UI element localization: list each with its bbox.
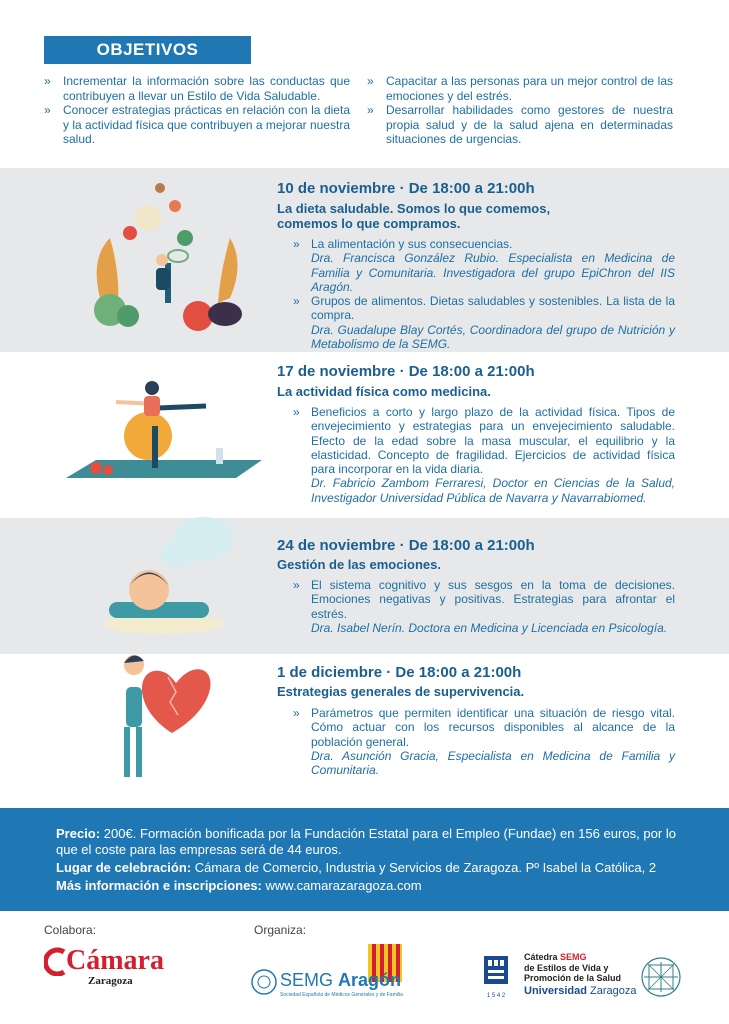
heart-illustration <box>118 647 226 781</box>
session-item-text: El sistema cognitivo y sus sesgos en la toma de decisiones. Emociones negativas y positivas. Estrategias para afrontar el estrés. <box>311 578 675 621</box>
session-date: 24 de noviembre <box>277 537 396 554</box>
session-item <box>277 405 675 505</box>
camara-word: Cámara <box>66 945 164 976</box>
session-3-title: Gestión de las emociones. <box>277 557 441 572</box>
price-text: 200€. Formación bonificada por la Fundación Estatal para el Empleo (Fundae) en 156 euros, por lo que el coste para las empresas será de 44 euros. <box>56 826 676 857</box>
price-line <box>56 826 676 858</box>
venue-text: Cámara de Comercio, Industria y Servicios de Zaragoza. Pº Isabel la Católica, 2 <box>194 860 657 875</box>
objetivos-title: OBJETIVOS <box>44 36 251 64</box>
camara-c-icon <box>44 946 66 976</box>
more-info-line <box>56 878 676 894</box>
objetivos-left-column <box>44 74 350 147</box>
semg-tagline: Sociedad Española de Médicos Generales y de Familia <box>280 992 403 998</box>
session-2-title: La actividad física como medicina. <box>277 384 491 399</box>
session-4-list <box>277 706 675 777</box>
session-date: 1 de diciembre <box>277 664 383 681</box>
session-date: 10 de noviembre <box>277 180 396 197</box>
universidad-zaragoza-logo <box>482 952 510 999</box>
session-2-list <box>277 405 675 505</box>
session-time: · De 18:00 a 21:00h <box>399 180 535 197</box>
catedra-line-3: Promoción de la Salud <box>524 973 622 983</box>
emotions-illustration <box>104 514 234 636</box>
website-link[interactable]: www.camarazaragoza.com <box>265 878 422 893</box>
objetivo-item: » Conocer estrategias prácticas en relación con la dieta y la actividad física que contribuyen a mejorar nuestra salud. <box>44 103 350 147</box>
semg-word: SEMG <box>280 970 334 990</box>
camara-city: Zaragoza <box>88 975 133 987</box>
university-word: Universidad <box>524 984 587 997</box>
session-item-text: Beneficios a corto y largo plazo de la actividad física. Tipos de envejecimiento y estrategias para un envejecimiento saludable. Efecto de la edad sobre la masa muscular, el equilibrio y la elasticidad. Concepto de fragilidad. Ejercicios de actividad física para incorporar en la vida diaria. <box>311 405 675 477</box>
session-1-title: La dieta saludable. Somos lo que comemos, comemos lo que compramos. <box>277 201 551 231</box>
exercise-illustration <box>66 378 262 480</box>
session-item-author: Dra. Asunción Gracia, Especialista en Medicina de Familia y Comunitaria. <box>311 748 675 778</box>
session-3-list <box>277 578 675 635</box>
objetivo-item: » Desarrollar habilidades como gestores de nuestra propia salud y de la salud ajena en determinadas situaciones de urgencias. <box>367 103 673 147</box>
session-item-author: Dra. Francisca González Rubio. Especialista en Medicina de Familia y Comunitaria. Investigadora del grupo EpiChron del IIS Aragón. <box>311 251 675 294</box>
session-item <box>277 706 675 777</box>
objetivo-item: » Incrementar la información sobre las conductas que contribuyen a llevar un Estilo de Vida Saludable. <box>44 74 350 103</box>
organiza-label: Organiza: <box>254 923 307 937</box>
session-3-heading <box>277 537 535 554</box>
objetivos-right-column <box>367 74 673 147</box>
catedra-word: Cátedra <box>524 952 558 962</box>
catedra-semg-block <box>524 952 637 996</box>
session-item <box>277 294 675 351</box>
info-band <box>0 808 729 911</box>
session-4-heading <box>277 664 521 681</box>
session-item-text: Grupos de alimentos. Dietas saludables y sostenibles. La lista de la compra. <box>311 294 675 323</box>
session-item-text: Parámetros que permiten identificar una situación de riesgo vital. Cómo actuar con los recursos disponibles al alcance de la población general. <box>311 706 675 749</box>
session-item-author: Dra. Isabel Nerín. Doctora en Medicina y Licenciada en Psicología. <box>311 620 668 635</box>
semg-emblem-icon <box>250 968 278 996</box>
venue-line <box>56 860 676 876</box>
session-2-heading <box>277 363 535 380</box>
objetivo-item: » Capacitar a las personas para un mejor control de las emociones y del estrés. <box>367 74 673 103</box>
session-time: · De 18:00 a 21:00h <box>399 537 535 554</box>
session-4-title: Estrategias generales de supervivencia. <box>277 684 525 699</box>
session-item <box>277 237 675 294</box>
session-1-heading <box>277 180 535 197</box>
catedra-line-2: de Estilos de Vida y <box>524 962 609 973</box>
healthy-diet-illustration <box>80 178 255 338</box>
venue-label: Lugar de celebración: <box>56 860 192 875</box>
camara-zaragoza-logo <box>44 946 164 987</box>
session-item <box>277 578 675 635</box>
session-item-text: La alimentación y sus consecuencias. <box>311 237 513 251</box>
session-time: · De 18:00 a 21:00h <box>399 363 535 380</box>
session-time: · De 18:00 a 21:00h <box>386 664 522 681</box>
catedra-line-1 <box>524 952 637 963</box>
university-year: 1 5 4 2 <box>486 993 506 999</box>
university-name <box>524 986 637 997</box>
university-city: Zaragoza <box>590 984 637 997</box>
session-date: 17 de noviembre <box>277 363 396 380</box>
catedra-semg: SEMG <box>560 952 587 962</box>
session-item-author: Dra. Guadalupe Blay Cortés, Coordinadora del grupo de Nutrición y Metabolismo de la SEMG. <box>311 322 675 352</box>
vitruvian-emblem-icon <box>640 956 682 998</box>
session-1-list <box>277 237 675 351</box>
semg-region: Aragón <box>338 970 402 990</box>
more-info-label: Más información e inscripciones: <box>56 878 262 893</box>
university-tower-icon <box>482 952 510 988</box>
price-label: Precio: <box>56 826 101 841</box>
colabora-label: Colabora: <box>44 923 97 937</box>
session-item-author: Dr. Fabricio Zambom Ferraresi, Doctor en Ciencias de la Salud, Investigador Universidad Pública de Navarra y Navarrabiomed. <box>311 476 675 505</box>
